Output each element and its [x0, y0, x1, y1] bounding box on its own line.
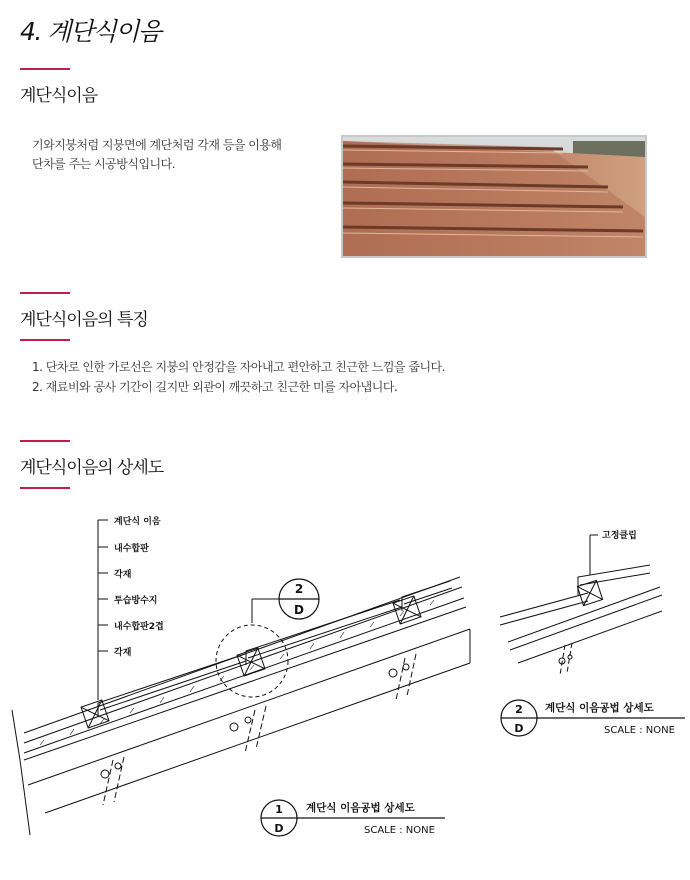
- section-heading-intro: 계단식이음: [20, 86, 98, 106]
- accent-line-details-top: [20, 440, 70, 442]
- detail-2-drawing: [500, 535, 662, 675]
- callout-letter: D: [294, 603, 304, 617]
- intro-line-1: 기와지붕처럼 지붕면에 계단처럼 각재 등을 이용해: [32, 138, 282, 152]
- page-title: 4. 계단식이음: [20, 17, 161, 46]
- section-heading-features: 계단식이음의 특징: [20, 310, 148, 330]
- callout-number: 2: [294, 582, 304, 596]
- detail-title-number: 2: [515, 703, 523, 716]
- main-title-number: 1: [275, 803, 283, 816]
- detail-title-text: 계단식 이음공법 상세도: [545, 702, 654, 714]
- main-title-letter: D: [274, 822, 284, 835]
- features-list: [32, 358, 445, 397]
- layer-label-3: 각재: [114, 570, 132, 580]
- accent-line-details-bottom: [20, 487, 70, 489]
- main-title-scale: SCALE : NONE: [364, 825, 435, 836]
- clip-label: 고정클립: [602, 531, 637, 541]
- intro-line-2: 단차를 주는 시공방식입니다.: [32, 157, 176, 171]
- detail-title-letter: D: [514, 722, 524, 735]
- section-heading-details: 계단식이음의 상세도: [20, 458, 164, 478]
- layer-label-2: 내수합판: [114, 544, 149, 554]
- feature-item-2: 2. 재료비와 공사 기간이 길지만 외관이 깨끗하고 친근한 미를 자아냅니다.: [32, 380, 398, 394]
- roof-photo: [341, 135, 647, 258]
- feature-item-1: 1. 단차로 인한 가로선은 지붕의 안정감을 자아내고 편안하고 친근한 느낌을 줍니다.: [32, 360, 445, 374]
- detail-drawing: [0, 495, 690, 880]
- roof-photo-image: [343, 137, 645, 256]
- accent-line-top: [20, 68, 70, 70]
- layer-label-6: 각재: [114, 648, 132, 658]
- main-title-text: 계단식 이음공법 상세도: [306, 802, 415, 814]
- accent-line-features-bottom: [20, 339, 70, 341]
- layer-label-4: 투습방수지: [114, 596, 158, 606]
- detail-title-scale: SCALE : NONE: [604, 725, 675, 736]
- layer-label-5: 내수합판2겹: [114, 622, 164, 632]
- intro-description: [32, 136, 282, 174]
- layer-label-1: 계단식 이음: [114, 517, 161, 527]
- accent-line-features-top: [20, 292, 70, 294]
